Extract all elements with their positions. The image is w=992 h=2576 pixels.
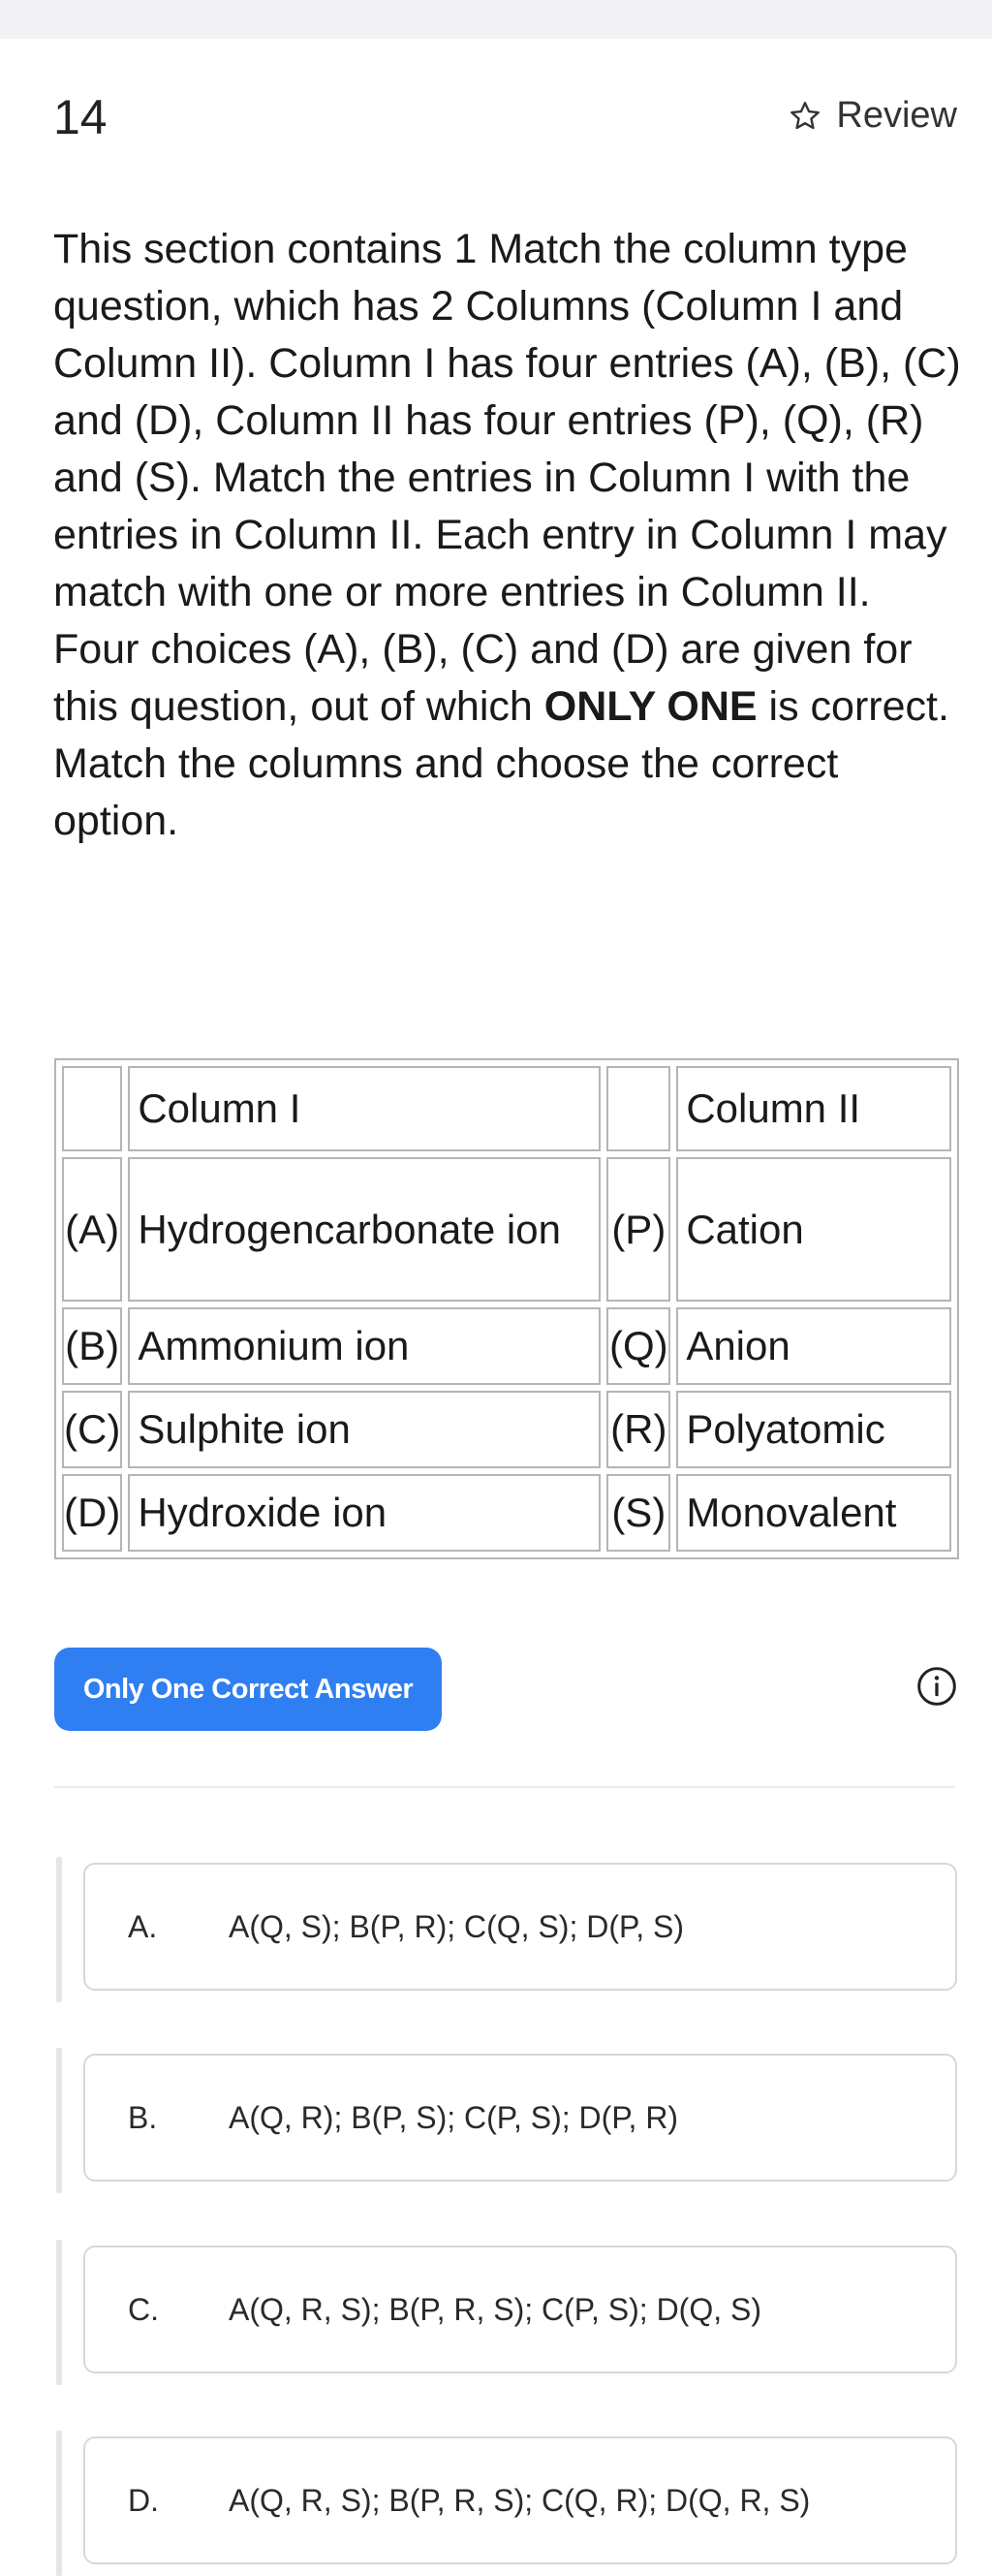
intro-paragraph: This section contains 1 Match the column type question, which has 2 Columns (Column I and Column II). Column I has four entries (A), (B), (C) and (D), Column II has four entries (P), (Q), (R) and (S). Match the entries in Column I with the entries in Column II. Each entry in Column I may match with one or more entries in Column II. (53, 226, 961, 615)
column-2-value: Monovalent (676, 1474, 951, 1552)
table-row (62, 1157, 951, 1302)
choices-text-before: Four choices (A), (B), (C) and (D) are given for this question, out of which (53, 626, 913, 730)
review-button[interactable] (788, 95, 957, 137)
table-row (62, 1391, 951, 1468)
match-table (54, 1058, 959, 1559)
review-label: Review (836, 95, 957, 136)
question-text (53, 221, 964, 850)
table-row (62, 1474, 951, 1552)
option-card[interactable] (83, 1863, 957, 1991)
divider (54, 1786, 955, 1788)
option-letter: B. (128, 2099, 158, 2135)
column-1-header: Column I (128, 1066, 601, 1151)
row-label-1: (A) (62, 1157, 122, 1302)
column-1-value: Hydrogencarbonate ion (128, 1157, 601, 1302)
column-1-value: Hydroxide ion (128, 1474, 601, 1552)
instruction-paragraph: Match the columns and choose the correct option. (53, 740, 839, 844)
option-text: A(Q, R, S); B(P, R, S); C(P, S); D(Q, S) (229, 2291, 761, 2327)
row-label-2: (P) (606, 1157, 670, 1302)
column-1-value: Ammonium ion (128, 1307, 601, 1385)
option-a[interactable] (56, 1857, 957, 2002)
table-header-row (62, 1066, 951, 1151)
column-2-value: Cation (676, 1157, 951, 1302)
option-b[interactable] (56, 2048, 957, 2193)
column-2-value: Anion (676, 1307, 951, 1385)
row-label-1: (C) (62, 1391, 122, 1468)
row-label-1: (B) (62, 1307, 122, 1385)
question-number: 14 (53, 90, 108, 144)
option-d[interactable] (56, 2431, 957, 2576)
row-label-2: (S) (606, 1474, 670, 1552)
option-text: A(Q, R, S); B(P, R, S); C(Q, R); D(Q, R, S) (229, 2482, 811, 2518)
option-card[interactable] (83, 2054, 957, 2182)
table-cell (62, 1066, 122, 1151)
option-text: A(Q, R); B(P, S); C(P, S); D(P, R) (229, 2099, 679, 2135)
option-indicator (56, 1857, 62, 2002)
option-letter: A. (128, 1908, 158, 1944)
option-card[interactable] (83, 2246, 957, 2373)
option-indicator (56, 2431, 62, 2576)
row-label-1: (D) (62, 1474, 122, 1552)
answer-type-badge: Only One Correct Answer (54, 1648, 442, 1731)
table-row (62, 1307, 951, 1385)
row-label-2: (Q) (606, 1307, 670, 1385)
table-cell (606, 1066, 670, 1151)
option-letter: D. (128, 2482, 159, 2518)
star-outline-icon (788, 99, 822, 134)
option-text: A(Q, S); B(P, R); C(Q, S); D(P, S) (229, 1908, 684, 1944)
column-1-value: Sulphite ion (128, 1391, 601, 1468)
choices-text-bold: ONLY ONE (543, 683, 758, 730)
top-bar (0, 0, 992, 39)
column-2-header: Column II (676, 1066, 951, 1151)
choices-text-after: is correct. (757, 683, 949, 730)
choices-paragraph (53, 621, 964, 736)
column-2-value: Polyatomic (676, 1391, 951, 1468)
option-indicator (56, 2048, 62, 2193)
row-label-2: (R) (606, 1391, 670, 1468)
option-letter: C. (128, 2291, 159, 2327)
option-indicator (56, 2240, 62, 2385)
option-c[interactable] (56, 2240, 957, 2385)
info-circle-icon[interactable] (915, 1665, 958, 1708)
option-card[interactable] (83, 2436, 957, 2564)
